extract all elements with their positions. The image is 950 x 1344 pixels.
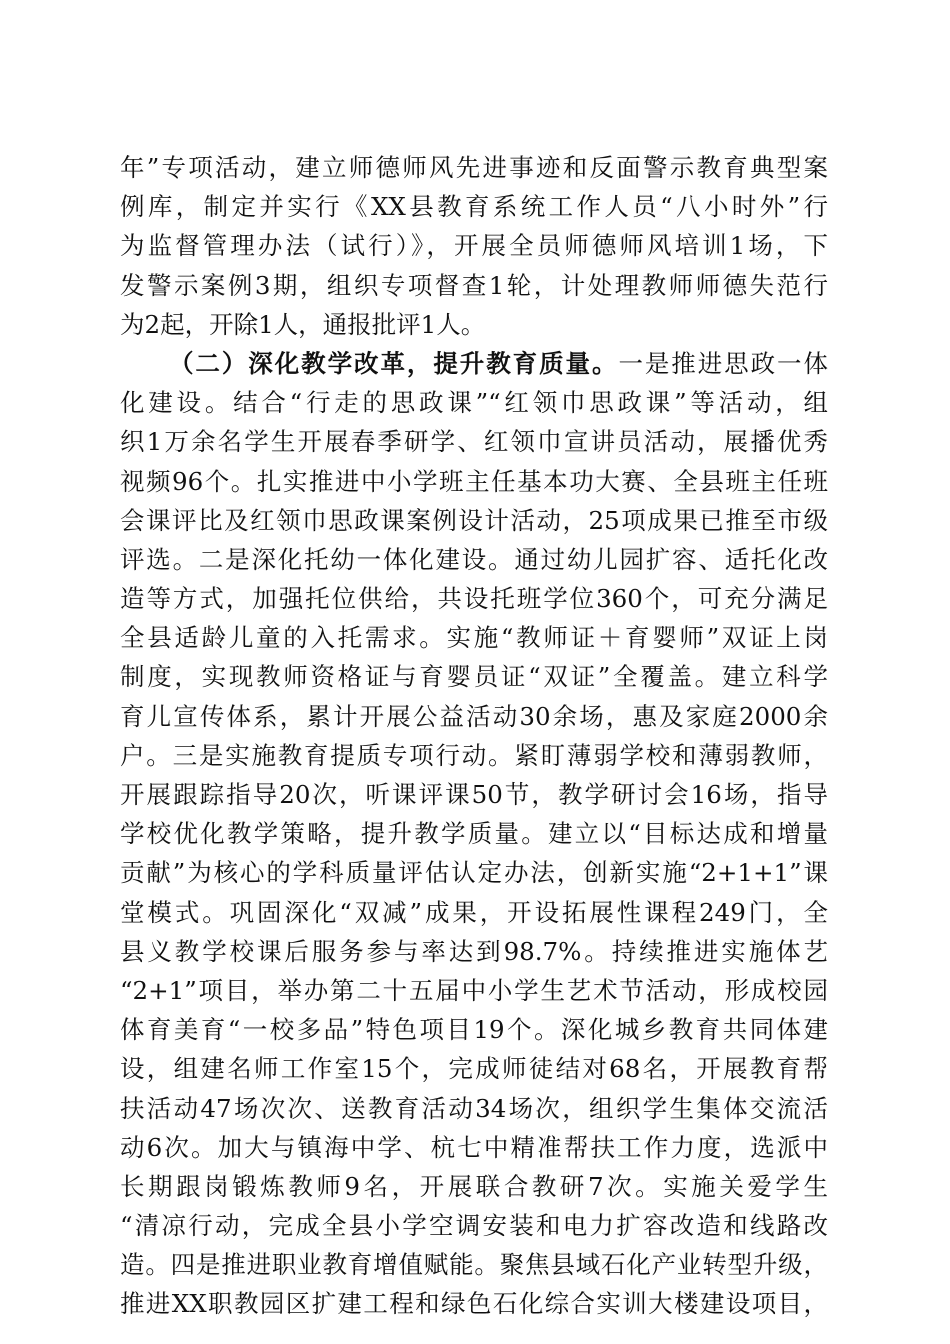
paragraph-2-line: 动6次。加大与镇海中学、杭七中精准帮扶工作力度，选派中	[120, 1132, 828, 1162]
paragraph-1-line: 例库，制定并实行《XX县教育系统工作人员“八小时外”行	[120, 192, 828, 222]
paragraph-2-line: “2+1”项目，举办第二十五届中小学生艺术节活动，形成校园	[120, 975, 828, 1005]
paragraph-1-line: 为2起，开除1人，通报批评1人。	[120, 309, 486, 339]
paragraph-2-line: 体育美育“一校多品”特色项目19个。深化城乡教育共同体建	[120, 1015, 828, 1045]
paragraph-2-line: 推进XX职教园区扩建工程和绿色石化综合实训大楼建设项目，	[120, 1289, 828, 1319]
paragraph-2-line: 育儿宣传体系，累计开展公益活动30余场，惠及家庭2000余	[120, 701, 828, 731]
paragraph-2-line: 织1万余名学生开展春季研学、红领巾宣讲员活动，展播优秀	[120, 427, 828, 457]
document-body	[120, 148, 828, 1324]
paragraph-2-line: “清凉行动，完成全县小学空调安装和电力扩容改造和线路改	[120, 1211, 828, 1241]
paragraph-1-line: 为监督管理办法（试行）》，开展全员师德师风培训1场，下	[120, 231, 828, 261]
paragraph-2-line: 评选。二是深化托幼一体化建设。通过幼儿园扩容、适托化改	[120, 544, 828, 574]
paragraph-2-line: 县义教学校课后服务参与率达到98.7%。持续推进实施体艺	[120, 936, 828, 966]
paragraph-2-line: 开展跟踪指导20次，听课评课50节，教学研讨会16场，指导	[120, 780, 828, 809]
paragraph-2-line: 造。四是推进职业教育增值赋能。聚焦县域石化产业转型升级，	[120, 1250, 828, 1280]
paragraph-2-line: 全县适龄儿童的入托需求。实施“教师证＋育婴师”双证上岗	[120, 623, 828, 653]
paragraph-2-line: 户。三是实施教育提质专项行动。紧盯薄弱学校和薄弱教师，	[120, 740, 828, 770]
paragraph-2-line: 学校优化教学策略，提升教学质量。建立以“目标达成和增量	[120, 819, 828, 849]
paragraph-2-line: 贡献”为核心的学科质量评估认定办法，创新实施“2+1+1”课	[120, 858, 828, 888]
paragraph-2-first-line-text: 一是推进思政一体	[618, 348, 828, 378]
paragraph-2-line: 扶活动47场次次、送教育活动34场次，组织学生集体交流活	[120, 1093, 828, 1123]
paragraph-2-line: 制度，实现教师资格证与育婴员证“双证”全覆盖。建立科学	[120, 662, 828, 692]
paragraph-2-line: 堂模式。巩固深化“双减”成果，开设拓展性课程249门，全	[120, 897, 828, 927]
paragraph-1-line: 发警示案例3期，组织专项督查1轮，计处理教师师德失范行	[120, 270, 828, 300]
paragraph-2-line: 长期跟岗锻炼教师9名，开展联合教研7次。实施关爱学生	[120, 1171, 828, 1201]
paragraph-2-line: 造等方式，加强托位供给，共设托班学位360个，可充分满足	[120, 584, 828, 614]
paragraph-1-line: 年”专项活动，建立师德师风先进事迹和反面警示教育典型案	[120, 153, 828, 182]
paragraph-2-first-line	[120, 344, 828, 383]
paragraph-2-line: 视频96个。扎实推进中小学班主任基本功大赛、全县班主任班	[120, 466, 828, 496]
paragraph-2-line: 会课评比及红领巾思政课案例设计活动，25项成果已推至市级	[120, 505, 828, 535]
paragraph-2-line: 化建设。结合“行走的思政课”“红领巾思政课”等活动，组	[120, 388, 828, 418]
section-heading: （二）深化教学改革，提升教育质量。	[169, 348, 619, 378]
paragraph-2-line: 设，组建名师工作室15个，完成师徒结对68名，开展教育帮	[120, 1054, 828, 1084]
